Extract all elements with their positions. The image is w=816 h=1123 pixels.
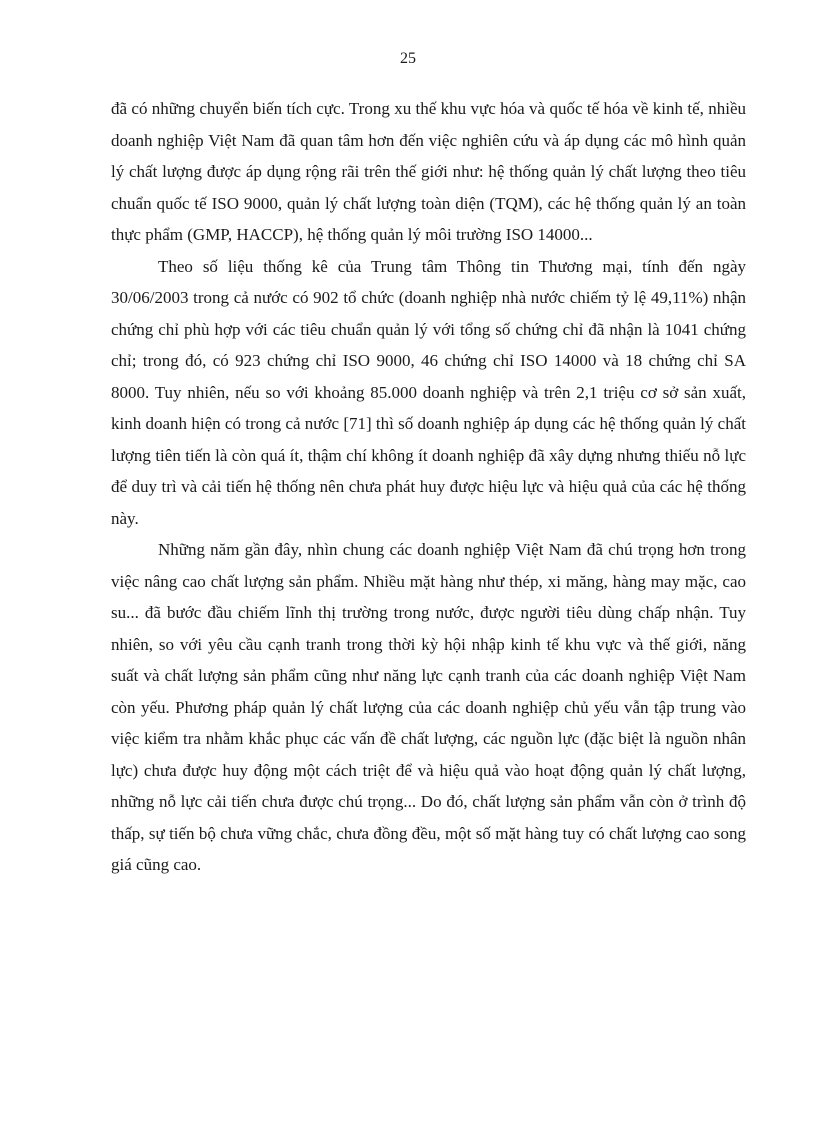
page-number: 25 [400, 50, 416, 67]
paragraph-statistics: Theo số liệu thống kê của Trung tâm Thông tin Thương mại, tính đến ngày 30/06/2003 trong cả nước có 902 tổ chức (doanh nghiệp nhà nước chiếm tỷ lệ 49,11%) nhận chứng chỉ phù hợp với các tiêu chuẩn quản lý với tổng số chứng chỉ đã nhận là 1041 chứng chỉ; trong đó, có 923 chứng chỉ ISO 9000, 46 chứng chỉ ISO 14000 và 18 chứng chỉ SA 8000. Tuy nhiên, nếu so với khoảng 85.000 doanh nghiệp và trên 2,1 triệu cơ sở sản xuất, kinh doanh hiện có trong cả nước [71] thì số doanh nghiệp áp dụng các hệ thống quản lý chất lượng tiên tiến là còn quá ít, thậm chí không ít doanh nghiệp đã xây dựng nhưng thiếu nỗ lực để duy trì và cải tiến hệ thống nên chưa phát huy được hiệu lực và hiệu quả của các hệ thống này. [111, 256, 746, 528]
paragraph-recent-years: Những năm gần đây, nhìn chung các doanh nghiệp Việt Nam đã chú trọng hơn trong việc nâng cao chất lượng sản phẩm. Nhiều mặt hàng như thép, xi măng, hàng may mặc, cao su... đã bước đầu chiếm lĩnh thị trường trong nước, được người tiêu dùng chấp nhận. Tuy nhiên, so với yêu cầu cạnh tranh trong thời kỳ hội nhập kinh tế khu vực và thế giới, năng suất và chất lượng sản phẩm cũng như năng lực cạnh tranh của các doanh nghiệp Việt Nam còn yếu. Phương pháp quản lý chất lượng của các doanh nghiệp chủ yếu vẫn tập trung vào việc kiểm tra nhằm khắc phục các vấn đề chất lượng, các nguồn lực (đặc biệt là nguồn nhân lực) chưa được huy động một cách triệt để và hiệu quả vào hoạt động quản lý chất lượng, những nỗ lực cải tiến chưa được chú trọng... Do đó, chất lượng sản phẩm vẫn còn ở trình độ thấp, sự tiến bộ chưa vững chắc, chưa đồng đều, một số mặt hàng tuy có chất lượng cao song giá cũng cao. [111, 540, 746, 874]
document-body [111, 93, 746, 881]
paragraph-continuation: đã có những chuyển biến tích cực. Trong xu thế khu vực hóa và quốc tế hóa về kinh tế, nhiều doanh nghiệp Việt Nam đã quan tâm hơn đến việc nghiên cứu và áp dụng các mô hình quản lý chất lượng được áp dụng rộng rãi trên thế giới như: hệ thống quản lý chất lượng theo tiêu chuẩn quốc tế ISO 9000, quản lý chất lượng toàn diện (TQM), các hệ thống quản lý an toàn thực phẩm (GMP, HACCP), hệ thống quản lý môi trường ISO 14000... [111, 99, 746, 244]
